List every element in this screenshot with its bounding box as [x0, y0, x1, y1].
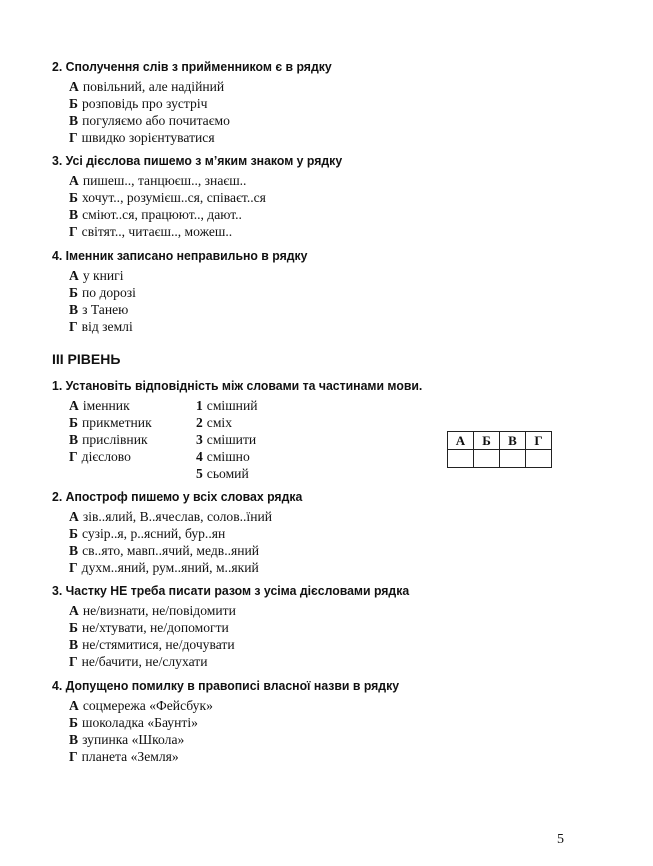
section-heading: ІІІ РІВЕНЬ: [52, 351, 121, 367]
question-title: 3. Усі дієслова пишемо з м’яким знаком у рядку: [52, 153, 343, 168]
question-title: 1. Установіть відповідність між словами та частинами мови.: [52, 378, 423, 393]
option: В погуляємо або почитаємо: [69, 113, 230, 128]
answer-header: Г: [526, 432, 552, 450]
option: В не/стямитися, не/дочувати: [69, 637, 235, 652]
option: Г духм..яний, рум..яний, м..який: [69, 560, 259, 575]
match-right-item: 4 смішно: [196, 449, 250, 464]
question-title: 4. Допущено помилку в правописі власної назви в рядку: [52, 678, 400, 693]
option: В сміют..ся, працюют.., дают..: [69, 207, 242, 222]
option: А у книгі: [69, 268, 124, 283]
option: Б шоколадка «Баунті»: [69, 715, 198, 730]
match-right-item: 1 смішний: [196, 398, 258, 413]
answer-cell[interactable]: [448, 450, 474, 468]
option: А пишеш.., танцюєш.., знаєш..: [69, 173, 247, 188]
option: А зів..ялий, В..ячеслав, солов..їний: [69, 509, 273, 524]
answer-cell[interactable]: [500, 450, 526, 468]
answer-cell[interactable]: [526, 450, 552, 468]
match-left-item: Г дієслово: [69, 449, 131, 464]
option: Б хочут.., розумієш..ся, співаєт..ся: [69, 190, 266, 205]
option: А соцмережа «Фейсбук»: [69, 698, 213, 713]
match-right-item: 2 сміх: [196, 415, 233, 430]
option: Г від землі: [69, 319, 133, 334]
page-number: 5: [557, 832, 564, 847]
option: В з Танею: [69, 302, 129, 317]
option: В св..ято, мавп..ячий, медв..яний: [69, 543, 260, 558]
question-title: 4. Іменник записано неправильно в рядку: [52, 248, 308, 263]
question-title: 3. Частку НЕ треба писати разом з усіма дієсловами рядка: [52, 583, 410, 598]
option: А повільний, але надійний: [69, 79, 225, 94]
answer-header: А: [448, 432, 474, 450]
match-left-item: Б прикметник: [69, 415, 152, 430]
answer-header: Б: [474, 432, 500, 450]
option: Б по дорозі: [69, 285, 136, 300]
option: Б не/хтувати, не/допомогти: [69, 620, 229, 635]
answer-cell[interactable]: [474, 450, 500, 468]
option: В зупинка «Школа»: [69, 732, 185, 747]
option: Б розповідь про зустріч: [69, 96, 208, 111]
option: Г швидко зорієнтуватися: [69, 130, 215, 145]
option: А не/визнати, не/повідомити: [69, 603, 236, 618]
question-title: 2. Сполучення слів з прийменником є в рядку: [52, 59, 332, 74]
option: Г планета «Земля»: [69, 749, 179, 764]
answer-header: В: [500, 432, 526, 450]
option: Б сузір..я, р..ясний, бур..ян: [69, 526, 226, 541]
question-title: 2. Апостроф пишемо у всіх словах рядка: [52, 489, 303, 504]
match-left-item: В прислівник: [69, 432, 148, 447]
answer-grid: [447, 431, 552, 468]
option: Г світят.., читаєш.., можеш..: [69, 224, 233, 239]
match-left-item: А іменник: [69, 398, 130, 413]
match-right-item: 5 сьомий: [196, 466, 249, 481]
match-right-item: 3 смішити: [196, 432, 257, 447]
option: Г не/бачити, не/слухати: [69, 654, 208, 669]
